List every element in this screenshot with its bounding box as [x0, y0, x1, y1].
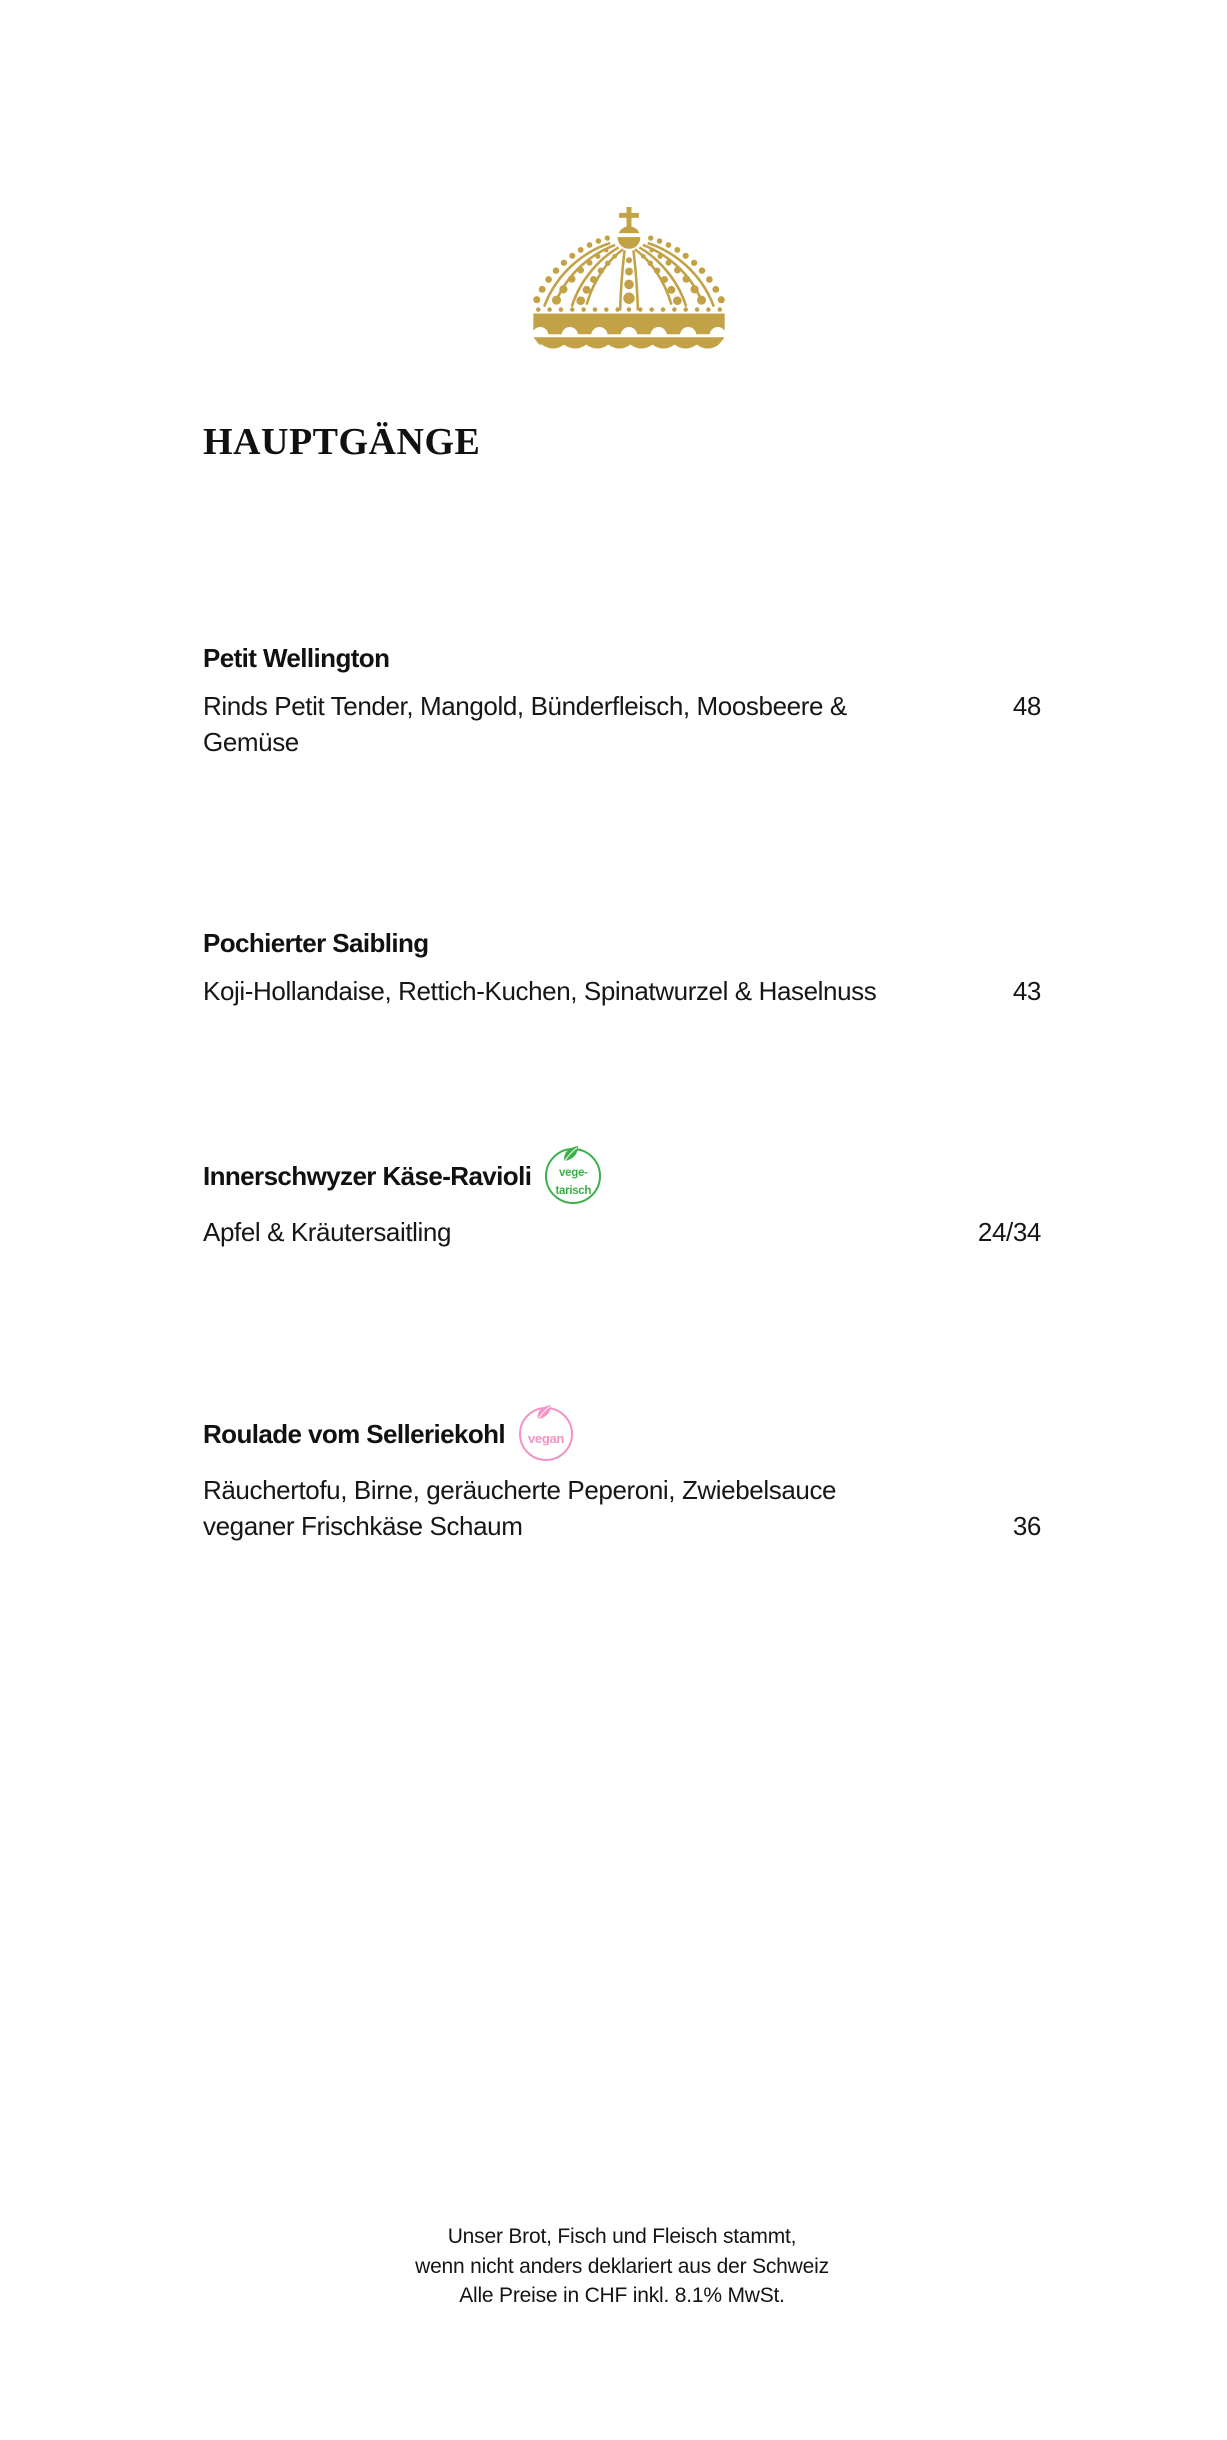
- badge-label: vegan: [527, 1431, 565, 1446]
- menu-item: [203, 925, 1041, 1009]
- badge-label: vege-: [559, 1167, 588, 1179]
- footer-line: Unser Brot, Fisch und Fleisch stammt,: [447, 2225, 797, 2248]
- badge-label: tarisch: [555, 1185, 592, 1197]
- item-description: Rinds Petit Tender, Mangold, Bünderfleisch, Moosbeere &: [203, 691, 847, 721]
- item-price: 48: [1012, 691, 1041, 721]
- item-line: [203, 973, 1041, 1009]
- item-line: [203, 1508, 1041, 1544]
- item-name: Petit Wellington: [203, 643, 390, 673]
- item-description: Apfel & Kräutersaitling: [203, 1217, 452, 1247]
- item-name: Roulade vom Selleriekohl: [203, 1419, 506, 1449]
- item-description: Koji-Hollandaise, Rettich-Kuchen, Spinatwurzel & Haselnuss: [203, 976, 877, 1006]
- item-price: 24/34: [977, 1217, 1041, 1247]
- crown-logo-icon: [523, 206, 735, 352]
- leaf-icon: [560, 1145, 583, 1169]
- item-name: Innerschwyzer Käse-Ravioli: [203, 1161, 532, 1191]
- footer-note: [203, 2222, 1041, 2311]
- footer-line: wenn nicht anders deklariert aus der Schweiz: [415, 2254, 829, 2278]
- item-price: 36: [1012, 1511, 1041, 1541]
- item-description: Gemüse: [203, 727, 299, 757]
- item-price: 43: [1012, 976, 1041, 1006]
- item-description: Räuchertofu, Birne, geräucherte Peperoni, Zwiebelsauce: [203, 1475, 837, 1505]
- footer-line: Alle Preise in CHF inkl. 8.1% MwSt.: [459, 2284, 785, 2307]
- menu-item: [203, 1158, 1041, 1250]
- item-line: [203, 1472, 1041, 1508]
- item-name: Pochierter Saibling: [203, 928, 429, 958]
- section-title: HAUPTGÄNGE: [203, 421, 481, 463]
- leaf-icon: [534, 1404, 556, 1426]
- vegetarian-badge: [545, 1148, 601, 1204]
- menu-item: [203, 640, 1041, 760]
- item-line: [203, 1214, 1041, 1250]
- item-description: veganer Frischkäse Schaum: [203, 1511, 523, 1541]
- vegan-badge: [519, 1407, 573, 1461]
- item-line: [203, 688, 1041, 724]
- item-line: [203, 724, 1041, 760]
- menu-item: [203, 1416, 1041, 1544]
